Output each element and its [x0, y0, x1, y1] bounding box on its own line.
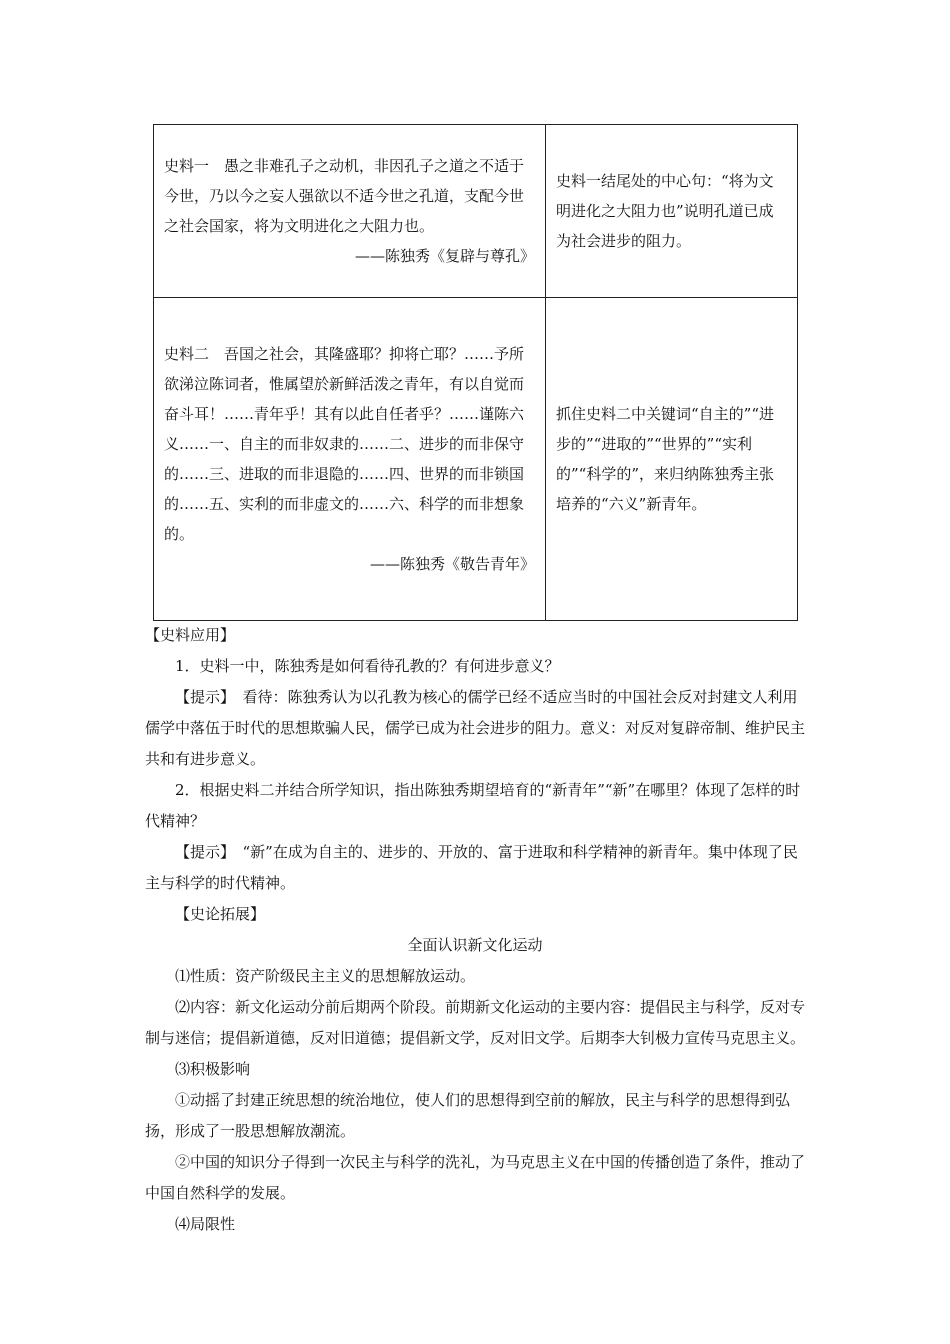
- extension-content: ⑵内容：新文化运动分前后期两个阶段。前期新文化运动的主要内容：提倡民主与科学，反对专制与迷信；提倡新道德，反对旧道德；提倡新文学，反对旧文学。后期李大钊极力宣传马克思主义。: [145, 998, 806, 1047]
- answer-1: 【提示】 看待：陈独秀认为以孔教为核心的儒学已经不适应当时的中国社会反对封建文人利用儒学中落伍于时代的思想欺骗人民，儒学已成为社会进步的阻力。意义：对反对复辟帝制、维护民主共和有进步意义。: [145, 688, 806, 768]
- table-row: [154, 125, 798, 298]
- extension-impact-2: ②中国的知识分子得到一次民主与科学的洗礼，为马克思主义在中国的传播创造了条件，推动了中国自然科学的发展。: [145, 1153, 806, 1202]
- material-source-2: ——陈独秀《敬告青年》: [369, 555, 535, 573]
- source-material-table: [153, 124, 798, 621]
- analysis-text-2: 抓住史料二中关键词“自主的”“进步的”“进取的”“世界的”“实利的”“科学的”，来归纳陈独秀主张培养的“六义”新青年。: [556, 405, 775, 513]
- material-cell-2: [154, 298, 546, 621]
- question-2: 2．根据史料二并结合所学知识，指出陈独秀期望培育的“新青年”“新”在哪里？体现了怎样的时代精神？: [145, 781, 801, 830]
- extension-impact-1: ①动摇了封建正统思想的统治地位，使人们的思想得到空前的解放，民主与科学的思想得到弘扬，形成了一股思想解放潮流。: [145, 1091, 791, 1140]
- table-row: [154, 298, 798, 621]
- material-cell-1: [154, 125, 546, 298]
- extension-nature: ⑴性质：资产阶级民主主义的思想解放运动。: [175, 967, 476, 985]
- answer-2: 【提示】 “新”在成为自主的、进步的、开放的、富于进取和科学精神的新青年。集中体现了民主与科学的时代精神。: [145, 843, 798, 892]
- extension-heading: 【史论拓展】: [175, 905, 266, 923]
- extension-impact-heading: ⑶积极影响: [175, 1060, 251, 1078]
- material-text-1: 史料一 愚之非难孔子之动机，非因孔子之道之不适于今世，乃以今之妄人强欲以不适今世之孔道，支配今世之社会国家，将为文明进化之大阻力也。: [164, 157, 525, 235]
- application-heading: 【史料应用】: [145, 626, 236, 644]
- material-source-1: ——陈独秀《复辟与尊孔》: [354, 247, 535, 265]
- extension-limitation-heading: ⑷局限性: [175, 1215, 236, 1233]
- material-text-2: 史料二 吾国之社会，其隆盛耶？抑将亡耶？……予所欲涕泣陈词者，惟属望於新鲜活泼之青年，有以自觉而奋斗耳！……青年乎！其有以此自任者乎？……谨陈六义……一、自主的而非奴隶的……二、进步的而非保守的……三、进取的而非退隐的……四、世界的而非锁国的……五、实利的而非虚文的……六、科学的而非想象的。: [164, 345, 525, 543]
- question-1: 1．史料一中，陈独秀是如何看待孔教的？有何进步意义？: [175, 657, 560, 675]
- analysis-cell-2: [546, 298, 798, 621]
- analysis-cell-1: [546, 125, 798, 298]
- extension-title: 全面认识新文化运动: [407, 936, 543, 954]
- analysis-text-1: 史料一结尾处的中心句：“将为文明进化之大阻力也”说明孔道已成为社会进步的阻力。: [556, 172, 774, 250]
- body-text: [145, 620, 805, 1240]
